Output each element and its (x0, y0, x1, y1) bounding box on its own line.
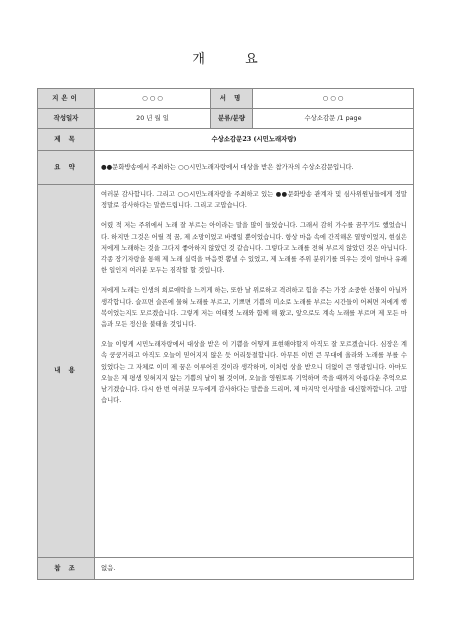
subject-value: 수상소감문23 (시민노래자랑) (95, 129, 414, 151)
content-body (95, 185, 414, 558)
date-value: 20 년 월 일 (95, 109, 211, 129)
content-paragraph: 어렸 적 저는 주위에서 노래 잘 부르는 아이라는 말을 많이 들었습니다. 그래서 감히 가수를 꿈꾸기도 했었습니다. 하지만 그것은 어릴 적 꿈, 제 소망이었고 바램일 뿐이었습니다. 항상 마음 속에 간직해온 열망이었지, 현실은 저에게 노래하는 것을 그다지 좋아하지 않았던 것 같습니다. 그렇다고 노래를 전혀 부르지 않았던 것은 아닙니다. 각종 장기자랑을 통해 제 노래 실력을 마음껏 뽐낼 수 있었고, 제 노래를 주위 분위기를 띄우는 것이 얼마나 유쾌한 일인지 여러분 모두는 짐작할 할 것입니다. (101, 222, 407, 275)
content-paragraph: 저에게 노래는 인생의 희로애락을 느끼게 하는, 또한 날 위로하고 격려하고 힘을 주는 가장 소중한 선물이 아닐까 생각합니다. 슬프면 슬픈에 물혀 노래를 부르고, 기쁘면 기쁨의 미소로 노래를 부르는 시간들이 어쩌면 저에게 행복이었는지도 모르겠습니다. 그렇게 저는 여태껏 노래와 함께 해 왔고, 앞으로도 계속 노래를 부르며 제 모든 마음과 모든 정신을 불태울 것입니다. (101, 287, 407, 329)
content-paragraph: 오늘 이렇게 시민노래자랑에서 대상을 받은 이 기쁨을 어떻게 표현해야할지 아직도 잘 모르겠습니다. 심장은 계속 쿵쿵거리고 아직도 오늘이 믿어지지 않은 듯 어리둥절합니다. 아무튼 이번 큰 무대에 올라와 노래를 부를 수 있었다는 그 자체로 이미 제 꿈은 이루어진 것이라 생각하며, 이처럼 상을 받으니 더없이 큰 영광입니다. 아마도 오늘은 제 평생 잊혀지지 않는 기쁨의 날이 될 것이며, 오늘을 영원토록 기억하며 죽을 때까지 아름다운 추억으로 남기겠습니다. 다시 한 번 여러분 모두에게 감사하다는 말씀을 드리며, 제 마지막 인사말을 대신할까합니다. 고맙습니다. (101, 341, 407, 405)
row-reference (38, 558, 414, 580)
content-label: 내 용 (38, 185, 95, 558)
category-value: 수상소감문 /1 page (253, 109, 414, 129)
content-paragraph: 여러분 감사합니다. 그리고 ○○시민노래자랑을 주최하고 있는 ●●문화방송 관계자 및 심사위원님들에게 정말 정말로 감사하다는 말씀드립니다. 그리고 고맙습니다. (101, 191, 407, 210)
date-label: 작성일자 (38, 109, 95, 129)
author-label: 지은이 (38, 89, 95, 109)
row-content (38, 185, 414, 558)
document-title: 개 요 (192, 52, 276, 67)
sign-value: ○ ○ ○ (253, 89, 414, 109)
row-author (38, 89, 414, 109)
author-value: ○ ○ ○ (95, 89, 211, 109)
summary-form-table (37, 88, 414, 580)
row-date (38, 109, 414, 129)
reference-value: 없음. (95, 558, 414, 580)
summary-value: ●●문화방송에서 주최하는 ○○시민노래자랑에서 대상을 받은 참가자의 수상소감문입니다. (95, 151, 414, 185)
sign-label: 서 명 (211, 89, 253, 109)
subject-label: 제 목 (38, 129, 95, 151)
category-label: 분류/분량 (211, 109, 253, 129)
row-subject (38, 129, 414, 151)
summary-label: 요 약 (38, 151, 95, 185)
row-summary (38, 151, 414, 185)
reference-label: 참 조 (38, 558, 95, 580)
